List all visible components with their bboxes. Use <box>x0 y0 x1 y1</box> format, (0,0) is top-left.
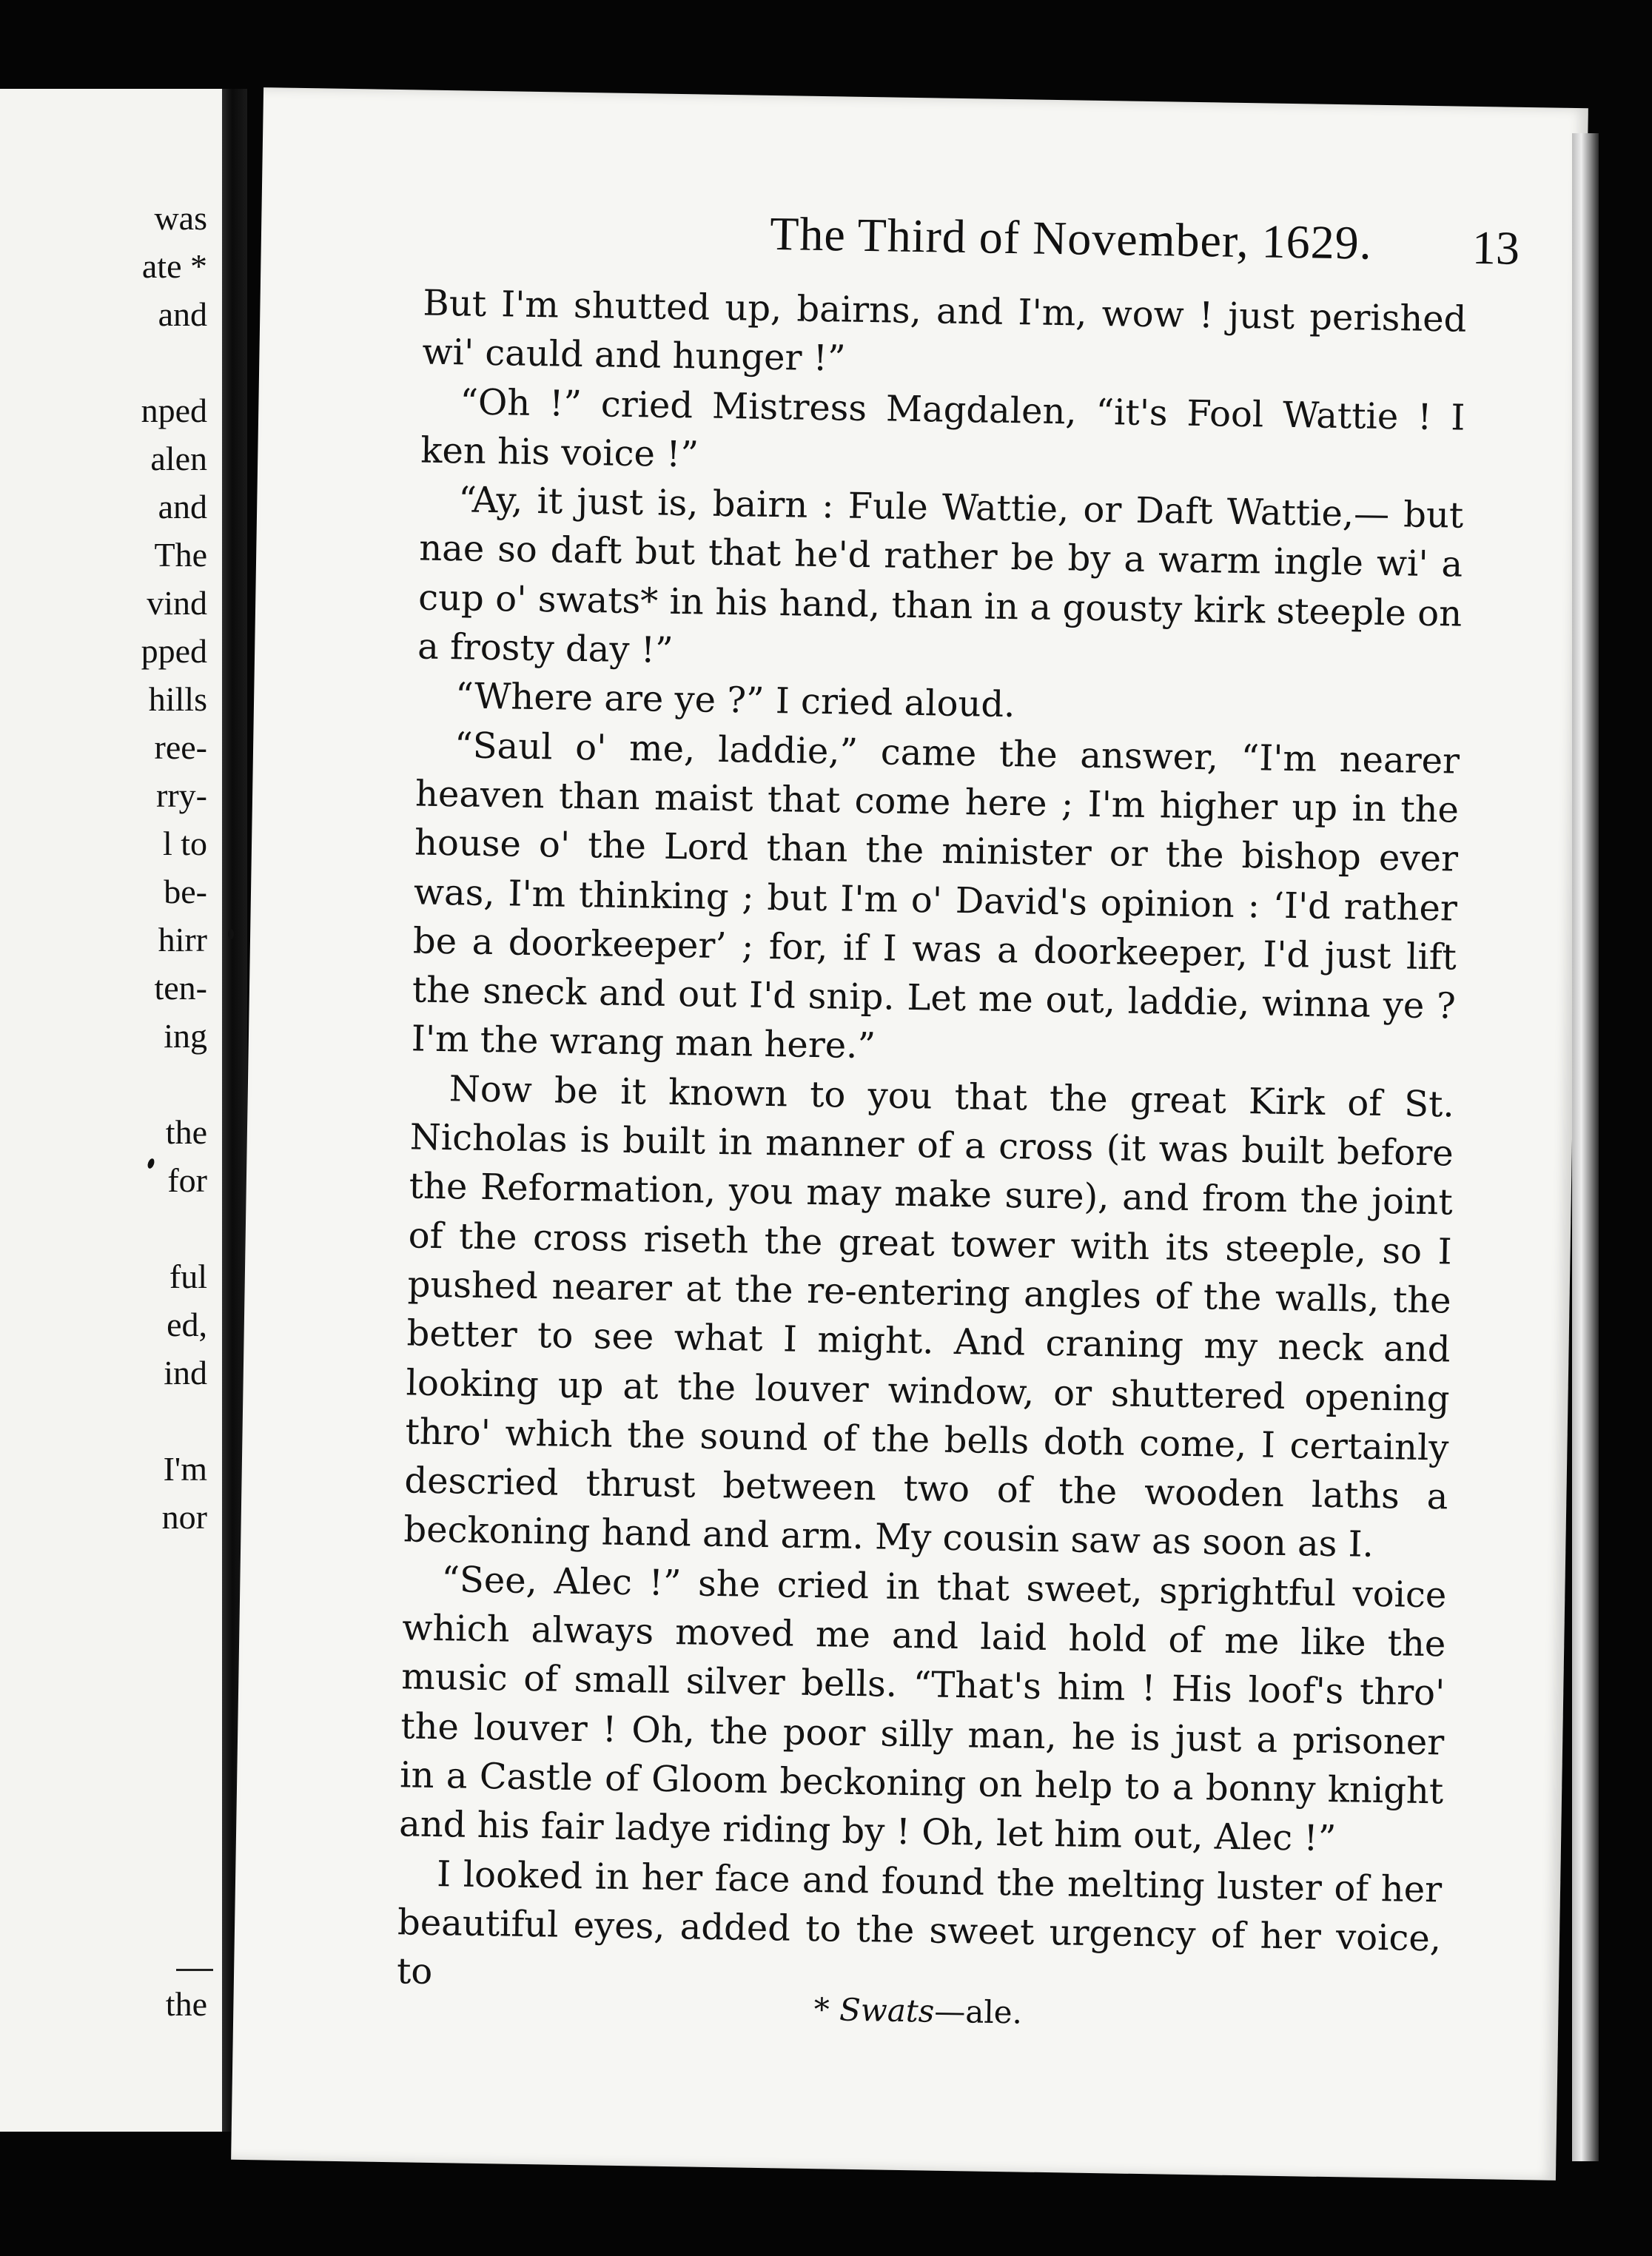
left-page-line: l to <box>162 825 207 862</box>
left-page-line: hills <box>148 680 207 718</box>
left-page-line: pped <box>141 632 207 670</box>
left-page-line: I'm <box>163 1450 207 1488</box>
left-page-line: The <box>154 536 207 574</box>
page-body <box>397 279 1467 2012</box>
left-page-line: ate * <box>141 247 207 285</box>
page-edge <box>1572 133 1599 2161</box>
page-number: 13 <box>1471 221 1520 275</box>
footnote-definition: —ale. <box>933 1993 1023 2031</box>
footnote-marker: * <box>813 1991 840 2028</box>
left-page-line: for <box>167 1161 207 1199</box>
paragraph: “Where are ye ?” I cried aloud. <box>454 675 1015 726</box>
paragraph: “Saul o' me, laddie,” came the answer, “I'm nearer heaven than maist that come here ; I'm higher up in the house o' the Lord than the minister or the bishop ever was, I'm thinking ; but I'm o' David's opinion : ‘I'd rather be a doorkeeper’ ; for, if I was a doorkeeper, I'd just lift the sneck and out I'd snip. Let me out, laddie, winna ye ? I'm the wrang man here.” <box>411 724 1460 1067</box>
footnote-term: Swats <box>839 1991 935 2030</box>
left-page-line: ten- <box>154 969 207 1007</box>
left-page-line: alen <box>150 440 207 477</box>
scan-speck <box>228 929 234 939</box>
paragraph: I looked in her face and found the melting luster of her beautiful eyes, added to the sweet urgency of her voice, to <box>396 1853 1443 1993</box>
left-page-line: nped <box>141 392 207 429</box>
left-page-line: ind <box>164 1354 207 1391</box>
left-page-footnote-rule <box>176 1969 213 1971</box>
left-page-line: be- <box>164 873 207 910</box>
left-page <box>0 89 222 2132</box>
left-page-line: nor <box>161 1498 207 1536</box>
left-page-last-fragment: the <box>165 1985 207 2023</box>
left-page-line: rry- <box>156 776 207 814</box>
left-page-line: ed, <box>167 1306 207 1343</box>
left-page-line: and <box>158 295 207 333</box>
paragraph: “Ay, it just is, bairn : Fule Wattie, or Daft Wattie,— but nae so daft but that he'd rather be by a warm ingle wi' a cup o' swats* in his hand, than in a gousty kirk steeple on a frosty day !” <box>417 479 1464 671</box>
paragraph: “See, Alec !” she cried in that sweet, sprightful voice which always moved me and laid hold of me like the music of small silver bells. “That's him ! His loof's thro' the louver ! Oh, the poor silly man, he is just a prisoner in a Castle of Gloom beckoning on help to a bonny knight and his fair ladye riding by ! Oh, let him out, Alec !” <box>398 1558 1447 1860</box>
left-page-line: ree- <box>154 728 207 766</box>
left-page-line: the <box>165 1113 207 1151</box>
paragraph: “Oh !” cried Mistress Magdalen, “it's Fool Wattie ! I ken his voice !” <box>420 380 1465 476</box>
left-page-line: was <box>154 199 207 237</box>
paragraph: Now be it known to you that the great Kirk of St. Nicholas is built in manner of a cross (it was built before the Reformation, you may make sure), and from the joint of the cross riseth the great tower with its steeple, so I pushed nearer at the re-entering angles of the walls, the better to see what I might. And craning my neck and looking up at the louver window, or shuttered opening thro' which the sound of the bells doth come, I certainly descried thrust between two of the wooden laths a beckoning hand and arm. My cousin saw as soon as I. <box>403 1067 1455 1566</box>
left-page-line: ful <box>169 1258 207 1295</box>
paragraph: But I'm shutted up, bairns, and I'm, wow ! just perished wi' cauld and hunger !” <box>422 282 1467 380</box>
running-head: The Third of November, 1629. <box>769 207 1373 269</box>
left-page-line: hirr <box>158 921 207 959</box>
left-page-line: ing <box>164 1017 207 1055</box>
left-page-line: and <box>158 488 207 526</box>
right-page <box>231 87 1588 2181</box>
left-page-line: vind <box>147 584 207 622</box>
